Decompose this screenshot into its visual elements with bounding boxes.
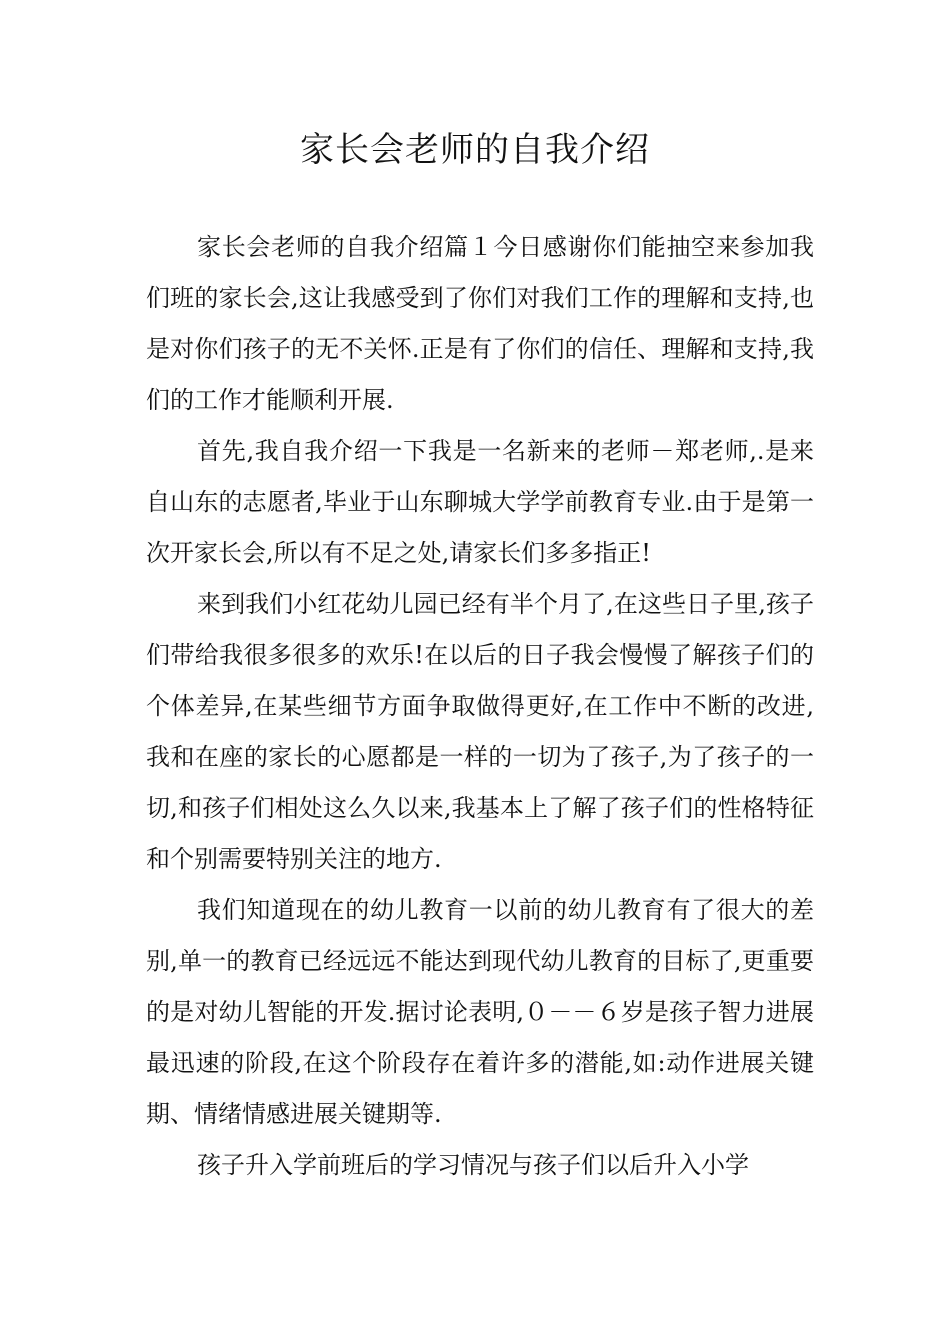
paragraph-4: 我们知道现在的幼儿教育一以前的幼儿教育有了很大的差别,单一的教育已经远远不能达到现代幼儿教育的目标了,更重要的是对幼儿智能的开发.据讨论表明,０－－６岁是孩子智力进展最迅速的阶段,在这个阶段存在着许多的潜能,如:动作进展关键期、情绪情感进展关键期等. xyxy=(146,896,814,1128)
paragraph-1: 家长会老师的自我介绍篇１今日感谢你们能抽空来参加我们班的家长会,这让我感受到了你们对我们工作的理解和支持,也是对你们孩子的无不关怀.正是有了你们的信任、理解和支持,我们的工作才能顺利开展. xyxy=(146,233,814,414)
document-body xyxy=(146,222,814,1191)
paragraph-2: 首先,我自我介绍一下我是一名新来的老师－郑老师,.是来自山东的志愿者,毕业于山东聊城大学学前教育专业.由于是第一次开家长会,所以有不足之处,请家长们多多指正! xyxy=(146,437,814,567)
document-title: 家长会老师的自我介绍 xyxy=(300,130,650,170)
paragraph-3: 来到我们小红花幼儿园已经有半个月了,在这些日子里,孩子们带给我很多很多的欢乐!在以后的日子我会慢慢了解孩子们的个体差异,在某些细节方面争取做得更好,在工作中不断的改进,我和在座的家长的心愿都是一样的一切为了孩子,为了孩子的一切,和孩子们相处这么久以来,我基本上了解了孩子们的性格特征和个别需要特别关注的地方. xyxy=(146,590,814,873)
paragraph-5: 孩子升入学前班后的学习情况与孩子们以后升入小学 xyxy=(197,1151,749,1179)
